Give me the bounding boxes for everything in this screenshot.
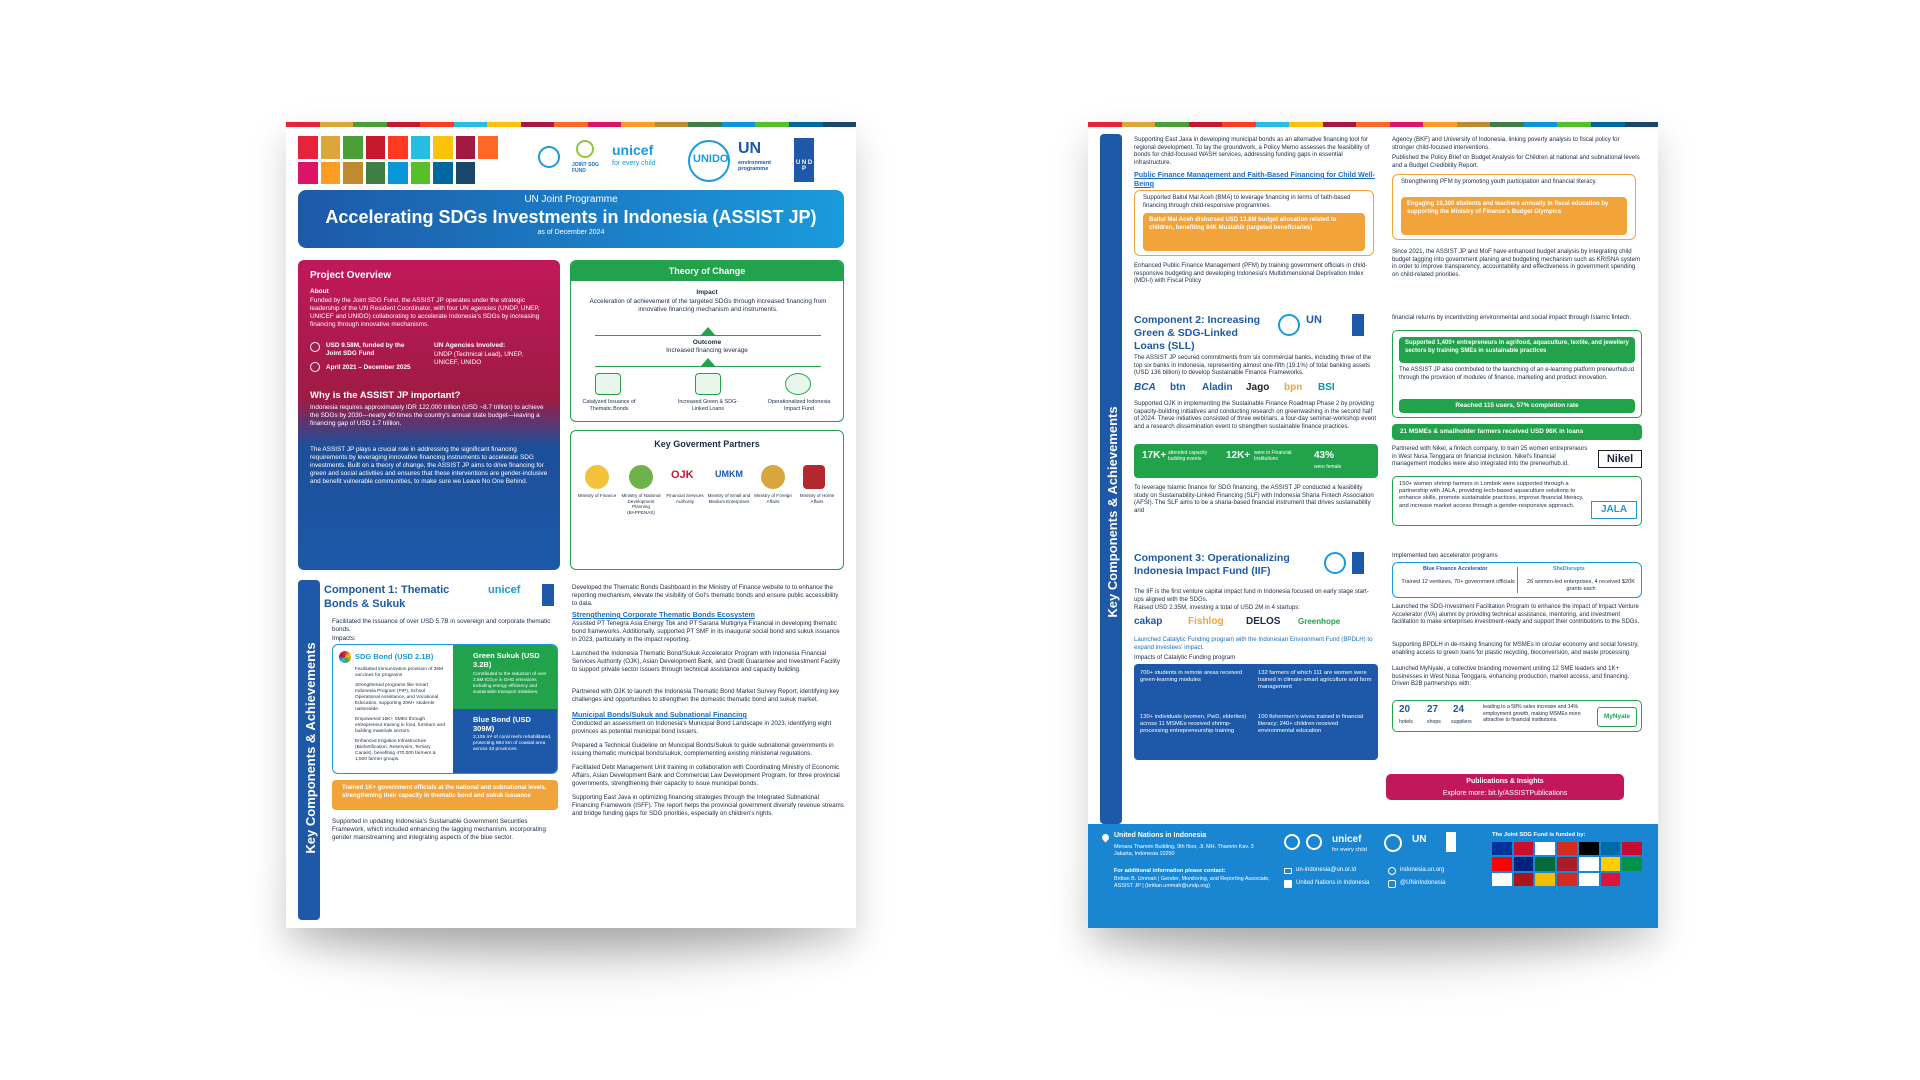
blue-bond-text: 2,105 m² of coral reefs rehabilitated, protecting 684 km of coastal area across 33 provinces. [473,735,552,753]
acc2-text: 26 women-led enterprises, 4 received $20K grants each [1527,579,1635,592]
project-overview-panel [298,260,560,570]
rtl-box [1134,190,1374,256]
c2-entrepreneur-box [1392,330,1642,418]
c3-imp2: 132 farmers of which 111 are women were trained in climate-smart agriculture and farm management [1258,670,1372,691]
component1-unicef-logo: unicef [488,584,521,596]
c2-reached-text: Reached 115 users, 57% completion rate [1455,402,1579,409]
toc-divider [595,335,821,336]
c3-acc-intro: Implemented two accelerator programs [1392,552,1498,559]
col2-b3: Launched the Indonesia Thematic Bond/Sukuk Accelerator Program with Indonesia Financial Services Authority (OJK), Asian Development Bank, and Credit Guarantee and Investment Facility to support private sector issuers through technical assistance and capacity building. [572,650,840,673]
why-title: Why is the ASSIST JP important? [310,390,461,401]
toc-output-3: Operationalized Indonesia Impact Fund [767,399,831,412]
bank-btn: btn [1170,382,1186,393]
theory-of-change-panel [570,260,844,422]
col2-h2[interactable]: Municipal Bonds/Sukuk and Subnational Financing [572,710,747,719]
ojk-logo: OJK [671,469,694,481]
donor-flags [1492,842,1642,886]
unep-logo: UN [738,140,762,157]
period-text: April 2021 – December 2025 [326,364,411,371]
c2-nikel-text: Partnered with Nikel, a fintech company, to train 25 women entrepreneurs in West Nusa Tenggara on financial inclusion. Nikel's financial management modules were also integrated into the preneurhub.id. [1392,446,1588,467]
sdg-wheel-icon [339,651,351,663]
col2-b8: Supporting East Java in optimizing financing strategies through the Integrated Subnational Financing Framework (ISFF). The report helps the provincial government diversify revenue streams and bridge funding gaps for SDG priorities, especially on children's rights. [572,794,844,817]
col2-b6: Prepared a Technical Guideline on Municipal Bonds/Sukuk to guide subnational governments in issuing thematic municipal bonds/sukuk, complementing existing ministerial regulations. [572,742,834,757]
c2-b2: Supported OJK in implementing the Sustainable Finance Roadmap Phase 2 by providing capacity-building initiatives and conducting research on greenwashing in the second half of 2024. These initiatives consisted of three webinars, a four-day seminar-workshop event and a research dissemination event to strengthen sustainable finance practices. [1134,400,1377,430]
globe-icon [1388,867,1396,875]
key-components-side-tab [298,580,320,920]
c3-b3[interactable]: Launched Catalytic Funding program with the Indonesian Environment Fund (BPDLH) to expand investees' impact. [1134,636,1373,651]
about-text: Funded by the Joint SDG Fund, the ASSIST JP operates under the strategic leadership of the UN Resident Coordinator, with four UN agencies (UNDP, UNEP, UNICEF and UNIDO) collaborating to accelerate Indonesia's SDGs by increasing financing through innovative mechanisms. [310,297,540,328]
c2-msme-banner [1392,424,1642,440]
publications-title: Publications & Insights [1466,778,1544,785]
x-instagram-icon [1388,880,1396,888]
footer-unido-icon [1384,834,1402,852]
footer-address: Menara Thamrin Building, 9th floor, Jl. MH. Thamrin Kav. 3 Jakarta, Indonesia 10250 [1114,844,1254,857]
startup-fishlog: Fishlog [1188,616,1224,627]
footer [1088,824,1658,928]
rtr-box [1392,174,1636,240]
umkm-logo: UMKM [715,469,743,479]
rtr-box-hl-text: Engaging 19,300 students and teachers annually in fiscal education by supporting the Ministry of Finance's Budget Olympics [1407,201,1609,215]
acc1-name: Blue Finance Accelerator [1423,566,1488,572]
component2-section [1128,310,1648,540]
toc-up-arrow-icon [701,327,715,335]
c2-msme-text: 21 MSMEs & smallholder farmers received USD 96K in loans [1400,428,1584,435]
c3-accelerator-box [1392,562,1642,598]
sdg-color-stripe-right [1088,122,1658,127]
stat1-label: attended capacity building events [1168,450,1208,463]
toc-outcome-text: Increased financing leverage [666,347,748,354]
stat3-value: 43% [1314,450,1335,461]
partners-title: Key Goverment Partners [654,439,760,449]
rtl-box-hl-text: Baitul Mal Aceh disbursed USD 13.8M budget allocation related to children, benefiting 84K Mustahik (targeted beneficiaries) [1149,217,1337,231]
c2-b1: The ASSIST JP secured commitments from six commercial banks, including three of the top six banks in Indonesia, representing almost one-fifth (19.1%) of total banking assets (USD 136 billion) to develop Sustainable Finance Frameworks. [1134,354,1372,377]
green-sukuk-text: Contributed to the reduction of over 2.8M tCO₂e in GHG emissions including energy efficiency and sustainable transport initiatives. [473,671,547,694]
partner-6: Ministry of Home Affairs [799,493,835,504]
toc-impact-label: Impact [696,289,718,296]
un-emblem-icon [538,146,560,168]
component1-column2 [566,580,846,920]
c1-bullet2: Impacts: [332,635,356,642]
col2-b5: Conducted an assessment on Indonesia's Municipal Bond Landscape in 2023, identifying eight provinces as potential municipal bond issuers. [572,720,832,735]
location-pin-icon [1101,833,1111,843]
col2-b1: Developed the Thematic Bonds Dashboard in the Ministry of Finance website to to enhance the reporting mechanism, elevate the visibility of GoI's thematic bonds and ensure public accessibility to data. [572,584,839,607]
bank-bca: BCA [1134,382,1156,393]
unep-sub: environment programme [738,160,772,173]
component3-title: Component 3: Operationalizing Indonesia Impact Fund (IIF) [1134,552,1290,578]
blue-bond-box [453,709,557,773]
right-side-tab [1100,134,1122,824]
joint-sdg-fund-icon [576,140,594,158]
footer-social[interactable]: @UNinIndonesia [1400,880,1446,886]
rtl-box-text: Supported Baitul Mal Aceh (BMA) to leverage financing in terms of faith-based financing through child-responsive programmes. [1143,195,1351,209]
c1-bullet1: Facilitated the issuance of over USD 5.7B in sovereign and corporate thematic bonds. [332,618,551,633]
agencies-text: UNDP (Technical Lead), UNEP, UNICEF, UNIDO [434,351,523,366]
footer-web[interactable]: indonesia.un.org [1400,867,1445,873]
footer-un-icon [1284,834,1300,850]
col2-h1[interactable]: Strengthening Corporate Thematic Bonds Ecosystem [572,610,755,619]
bank-aladin: Aladin [1202,382,1233,393]
bank-bpn: bpn [1284,382,1303,393]
sdg-icon-grid [298,136,498,184]
publications-button[interactable] [1386,774,1624,800]
c3-imp1: 700+ students in remote areas received green-learning modules [1140,670,1242,684]
partner-4: Ministry of Small and Medium Enterprises [707,493,751,504]
key-partners-panel [570,430,844,570]
footer-undp-icon [1446,832,1456,852]
c3-b4: Impacts of Catalytic Funding program [1134,654,1236,661]
c2-undp-icon [1352,314,1364,336]
stat1-value: 17K+ [1142,450,1167,461]
c2-unep-logo: UN [1306,314,1322,326]
stat3-label: were female [1314,464,1342,470]
programme-header [298,190,844,248]
programme-date: as of December 2024 [537,229,605,236]
footer-sdgfund-icon [1306,834,1322,850]
component1-undp-icon [542,584,554,606]
rtr-t1: Agency (BKF) and University of Indonesia, linking poverty analysis to fiscal policy for stronger child-focused interventions. [1392,136,1620,151]
c2-reached-pill [1399,399,1635,413]
rtl-h1[interactable]: Public Finance Management and Faith-Based Financing for Child Well-Being [1134,170,1376,188]
c3-n3l: suppliers [1451,719,1472,725]
rtr-b2: Since 2021, the ASSIST JP and MoF have enhanced budget analysis by integrating child budget tagging into government planing and budgeting mechanism such as KRISNA system in order to improve transparency, accountability and effectiveness in government spending on child-related priorities. [1392,248,1640,278]
fund-output-icon [785,373,811,395]
c2-stats-bar [1134,444,1378,478]
partner-2: Ministry of National Development Planning (BAPPENAS) [621,493,661,516]
toc-output-line [595,366,821,367]
c2-unido-icon [1278,314,1300,336]
green-sukuk-box [453,645,557,709]
agencies-label: UN Agencies Involved: [434,342,506,349]
c3-n3: 24 [1453,704,1465,715]
bank-jago: Jago [1246,382,1270,393]
sdg-item-1: Facilitated immunization provision of 36M vaccines for programs [355,667,443,678]
c3-imp4: 100 fishermen's wives trained in financial literacy; 240+ children received environmental education [1258,714,1364,735]
trained-text: Trained 1K+ government officials at the national and subnational levels, strengthening their capacity in thematic bond and sukuk issuance [342,785,547,799]
bank-bsi: BSI [1318,382,1335,393]
foreign-affairs-icon [761,465,785,489]
startup-delos: DELOS [1246,616,1281,627]
c3-impact-grid [1134,664,1378,760]
c3-imp3: 130+ individuals (women, PwD, elderlies) across 11 MSMEs received shrimp-processing entrepreneurship training [1140,714,1247,735]
toc-outcome-label: Outcome [692,339,722,346]
sdg-item-2: Strengthened programs like Smart Indonesia Program (PIP), School Operational Assistance, and Vocational Education, supporting 20M+ students nationwide. [355,683,439,712]
footer-fb[interactable]: United Nations in Indonesia [1296,880,1370,886]
bond-output-icon [595,373,621,395]
joint-sdg-fund-label: JOINT SDG FUND [572,162,599,174]
startup-logos [1134,616,1378,630]
right-page [1088,122,1658,928]
why-text-1: Indonesia requires approximately IDR 122,000 trillion (USD ~8.7 trillion) to achieve the SDGs by 2030—nearly 40 times the country's annual state budget—leaving a financing gap of USD 1.7 trillion. [310,404,544,427]
footer-contact-label: For additional information please contact: [1114,868,1226,874]
partner-logo-row [538,134,844,190]
sdg-bond-title: SDG Bond (USD 2.1B) [355,652,434,661]
c3-b1: The IIF is the first venture capital impact fund in Indonesia focused on early stage start-ups aligned with the SDGs. [1134,588,1369,603]
c2-entrepreneur-banner [1399,337,1635,363]
toc-title: Theory of Change [571,261,843,281]
c3-undp-icon [1352,552,1364,574]
component2-title: Component 2: Increasing Green & SDG-Linked Loans (SLL) [1134,314,1261,353]
green-sukuk-title: Green Sukuk (USD 3.2B) [473,651,540,670]
blue-bond-title: Blue Bond (USD 309M) [473,715,531,734]
accelerator-divider [1517,567,1518,593]
partner-5: Ministry of Foreign Affairs [754,493,792,504]
acc2-name: SheDisrupts [1553,566,1585,572]
c3-r3: Launched MyNyale, a collective branding movement uniting 12 SME leaders and 1K+ businesses in West Nusa Tenggara, enhancing production, market access, and financing. Driven B2B partnerships with: [1392,666,1630,687]
c3-r1: Launched the SDG-Investment Facilitation Program to enhance the impact of Impact Venture Accelerator (IVA) alumni by providing technical assistance, mentoring, and investment facilitation to make enterprises investment-ready and support their contributions to the SDGs. [1392,604,1640,625]
bappenas-icon [629,465,653,489]
rtr-box-highlight [1401,197,1627,235]
undp-logo: U N D P [794,138,814,182]
toc-output-2: Increased Green & SDG-Linked Loans [677,399,739,412]
right-top-left [1128,134,1384,314]
home-affairs-icon [803,465,825,489]
sdg-color-stripe [286,122,856,127]
startup-cakap: cakap [1134,616,1163,627]
startup-greenhope: Greenhope [1298,617,1341,626]
c2-jala-box [1392,476,1642,526]
c2-r1: financial returns by incentivizing environmental and social impact through Islamic fintech. [1392,314,1632,321]
overview-title: Project Overview [310,270,392,281]
partner-1: Ministry of Finance [577,493,617,498]
footer-unicef-tag: for every child [1332,847,1367,853]
right-side-label: Key Components & Achievements [1105,406,1120,618]
right-top-right [1388,134,1644,314]
unicef-logo: unicef [612,142,654,158]
loan-output-icon [695,373,721,395]
bank-logos [1134,382,1378,396]
programme-kicker: UN Joint Programme [524,194,618,205]
rtr-b1: Published the Policy Brief on Budget Analysis for Children at national and subnational levels and a Budget Credibility Report. [1392,154,1640,169]
col2-b2: Assisted PT Tenegra Asia Energy Tbk and PT Sarana Multigriya Financial in developing thematic bond frameworks. Additionally, supported PT SMF in its inaugural social bond and sukuk issuance in 2023, particularly in the impact reporting. [572,620,840,643]
c1-impact-box [332,644,558,774]
col2-b7: Facilitated Debt Management Unit training in collaboration with Coordinating Ministry of Economic Affairs, Asian Development Bank and Commercial Law Development Program, for three provincial governments, strengthening their capacity to issue municipal bonds. [572,764,840,787]
toc-impact-text: Acceleration of achievement of the targeted SDGs through increased financing from innovative financing mechanism and instruments. [589,298,827,313]
component1-title: Component 1: Thematic Bonds & Sukuk [324,584,450,610]
acc1-text: Trained 12 ventures, 70+ government officials [1401,579,1515,585]
c3-n2: 27 [1427,704,1439,715]
mynyale-logo: MyNyale [1597,707,1637,727]
rtr-box-text: Strengthening PFM by promoting youth participation and financial literacy. [1401,179,1597,185]
c1-bullet3: Supported in updating Indonesia's Sustainable Government Securities Framework, which included enhancing the tagging mechanism, incorporating gender mainstreaming and integrating aspects of the blue sector. [332,818,546,841]
unicef-tagline: for every child [612,160,656,167]
footer-org: United Nations in Indonesia [1114,832,1207,839]
footer-unep: UN [1412,834,1427,845]
programme-title: Accelerating SDGs Investments in Indonesia (ASSIST JP) [325,207,817,227]
c3-n1l: hotels [1399,719,1413,725]
toc-output-1: Catalyzed Issuance of Thematic Bonds [582,399,636,412]
email-icon [1284,868,1292,874]
unido-logo: UNIDO [693,153,729,165]
why-text-2: The ASSIST JP plays a crucial role in addressing the significant financing requirements by leveraging innovative financing instruments to accelerate SDG investments. Built on a theory of change, the ASSIST JP aims to drive financing for green and social activities and ensures that these interventions are gender-inclusive and benefit vulnerable communities, to make sure we Leave No One Behind. [310,446,548,485]
stat2-value: 12K+ [1226,450,1251,461]
c2-entrepreneur-text: Supported 1,400+ entrepreneurs in agrifood, aquaculture, textile, and jewellery sectors by training SMEs in sustainable practices [1405,340,1629,354]
c2-preneurhub-text: The ASSIST JP also contributed to the launching of an e-learning platform preneurhub.id through the provision of modules of finance, marketing and product innovation. [1399,367,1634,381]
footer-email[interactable]: un-indonesia@un.or.id [1296,867,1357,873]
rtl-b2: Enhanced Public Finance Management (PFM) by training government officials in child-responsive budgeting and developing Indonesia's Multidimensional Deprivation Index (MDI-I) with Fiscal Policy [1134,262,1368,285]
stat2-label: were in Financial Institutions [1254,450,1292,463]
sdg-item-3: Empowered 15K+ SMEs through entrepreneur training in food, furniture and building materials sectors. [355,717,445,734]
c3-mynyale-box [1392,700,1642,732]
about-label: About [310,288,329,295]
c3-b2: Raised USD 2.35M, investing a total of USD 2M in 4 startups: [1134,604,1300,611]
c3-n1: 20 [1399,704,1411,715]
footer-unicef: unicef [1332,834,1362,845]
c3-r2: Supporting BPDLH in de-risking financing for MSMEs in circular economy and social forestry, enabling access to green loans for plastic recycling, bioconversion, and waste processing [1392,642,1639,656]
ministry-finance-icon [585,465,609,489]
footer-contact: Brittan B. Ummah | Gender, Monitoring, and Reporting Associate, ASSIST JP | (brittan.ummah@undp.org) [1114,876,1270,889]
nikel-logo: Nikel [1598,450,1642,468]
facebook-icon [1284,880,1292,888]
c3-unido-icon [1324,552,1346,574]
rtl-box-highlight [1143,213,1365,251]
side-label: Key Components & Achievements [303,642,318,854]
left-page [286,122,856,928]
component1-section [324,580,558,920]
footer-funded: The Joint SDG Fund is funded by: [1492,832,1586,838]
c2-b3: To leverage Islamic finance for SDG financing, the ASSIST JP conducted a feasibility study on Sustainability-Linked Financing (SLF) with Indonesia Sharia Fintech Association (AFSI). The SLF aims to be a sharia-based financial instrument that drives sustainability and [1134,484,1374,514]
toc-up-arrow-icon-2 [701,358,715,366]
funding-text: USD 9.58M, funded by the Joint SDG Fund [326,342,405,357]
money-icon [310,342,320,352]
c3-n2l: shops [1427,719,1441,725]
rtl-b1: Supporting East Java in developing municipal bonds as an alternative financing tool for regional development. To lay the groundwork, a Policy Memo assesses the feasibility of bonds for child-focused WASH services, addressing funding gaps in essential infrastructure. [1134,136,1370,166]
c2-jala-text: 150+ women shrimp farmers in Lombok were supported through a partnership with JALA, providing tech-based aquaculture solutions to enhance skills, promote sustainable practices, improve financial literacy, and increase market access through a gender-responsive approach. [1399,481,1584,509]
publications-link[interactable]: Explore more: bit.ly/ASSISTPublications [1442,790,1568,797]
col2-b4: Partnered with OJK to launch the Indonesia Thematic Bond Market Survey Report, identifying key challenges and opportunities to strengthen the domestic thematic bond and sukuk market. [572,688,840,703]
sdg-item-4: Enhanced Irrigation Infrastructure (Biofortification, Reservoirs, Tertiary Canals), benefiting 470,000 farmers & 1,500 farmer groups. [355,739,436,762]
trained-banner [332,780,558,810]
c3-nl: leading to a 58% sales increase and 14% employment growth, making MSMEs more attractive to financial institutions. [1483,704,1581,723]
partner-3: Financial Services Authority [666,493,704,504]
jala-logo: JALA [1591,501,1637,519]
clock-icon [310,362,320,372]
